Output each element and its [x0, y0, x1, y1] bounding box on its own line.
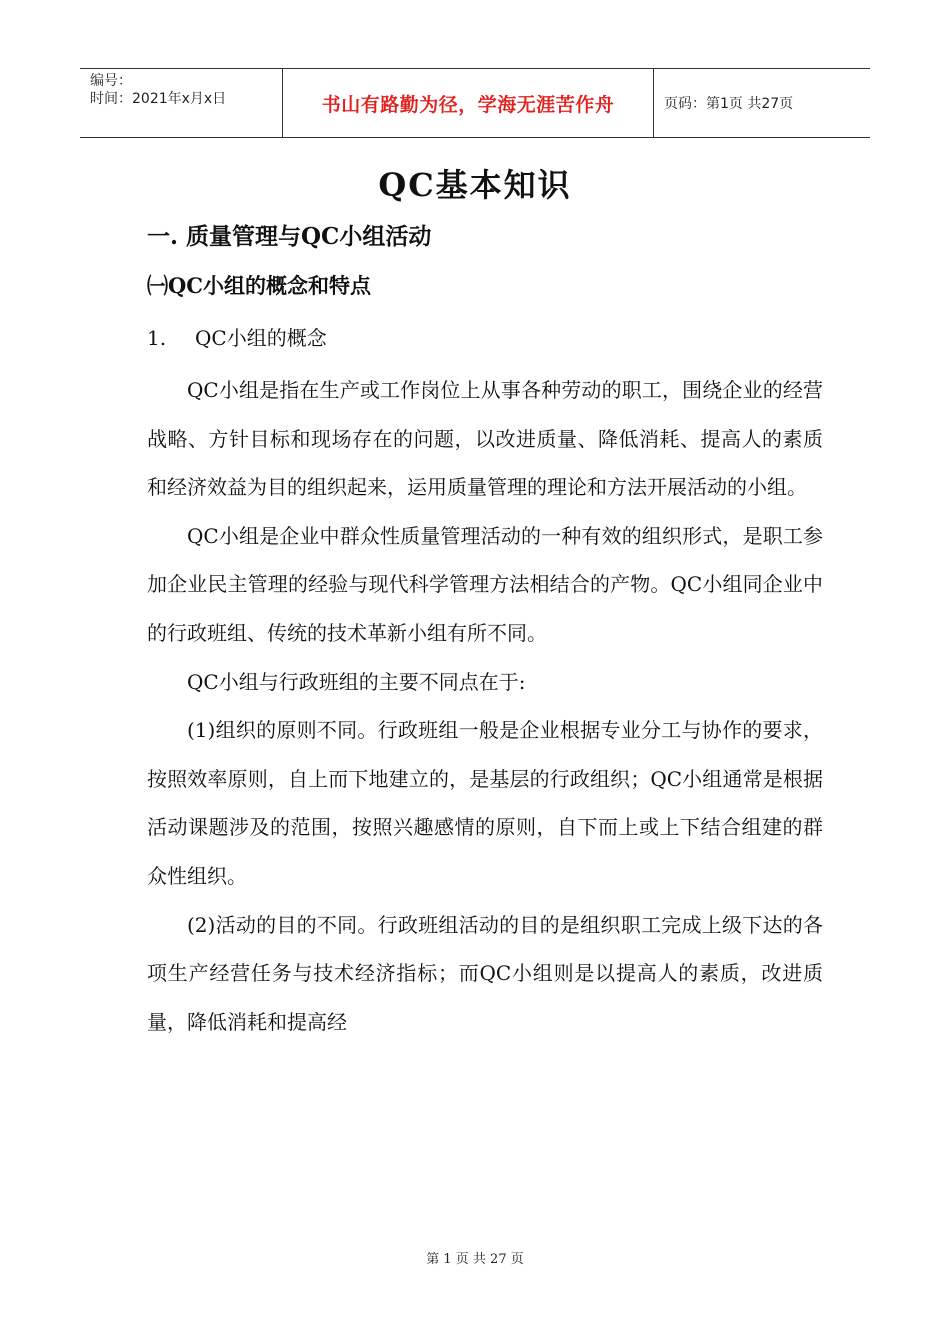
header-motto: 书山有路勤为径，学海无涯苦作舟: [282, 69, 654, 137]
body-text: [147, 366, 823, 1046]
document-title: QC基本知识: [378, 166, 572, 204]
time-label: 时间：2021年x月x日: [90, 91, 227, 107]
item-heading: [147, 322, 327, 351]
section-heading: 一. 质量管理与QC小组活动: [147, 223, 432, 250]
item-title: QC小组的概念: [195, 326, 327, 350]
paragraph: QC小组是企业中群众性质量管理活动的一种有效的组织形式，是职工参加企业民主管理的经验与现代科学管理方法相结合的产物。QC小组同企业中的行政班组、传统的技术革新小组有所不同。: [147, 523, 823, 645]
item-number: 1.: [147, 326, 167, 350]
number-label: 编号：: [90, 73, 132, 89]
paragraph: QC小组是指在生产或工作岗位上从事各种劳动的职工，围绕企业的经营战略、方针目标和现场存在的问题，以改进质量、降低消耗、提高人的素质和经济效益为目的组织起来，运用质量管理的理论和方法开展活动的小组。: [147, 378, 823, 500]
document-header: [80, 68, 870, 138]
paragraph: (2)活动的目的不同。行政班组活动的目的是组织职工完成上级下达的各项生产经营任务与技术经济指标；而QC小组则是以提高人的素质，改进质量，降低消耗和提高经: [147, 912, 823, 1034]
header-left-cell: [80, 69, 282, 137]
page-footer: 第 1 页 共 27 页: [426, 1252, 524, 1267]
subsection-heading: ㈠QC小组的概念和特点: [147, 273, 372, 298]
paragraph: QC小组与行政班组的主要不同点在于:: [187, 669, 526, 694]
paragraph: (1)组织的原则不同。行政班组一般是企业根据专业分工与协作的要求，按照效率原则，自上而下地建立的，是基层的行政组织；QC小组通常是根据活动课题涉及的范围，按照兴趣感情的原则，自下而上或上下结合组建的群众性组织。: [147, 718, 823, 888]
header-page-info: 页码：第1页 共27页: [664, 96, 794, 112]
